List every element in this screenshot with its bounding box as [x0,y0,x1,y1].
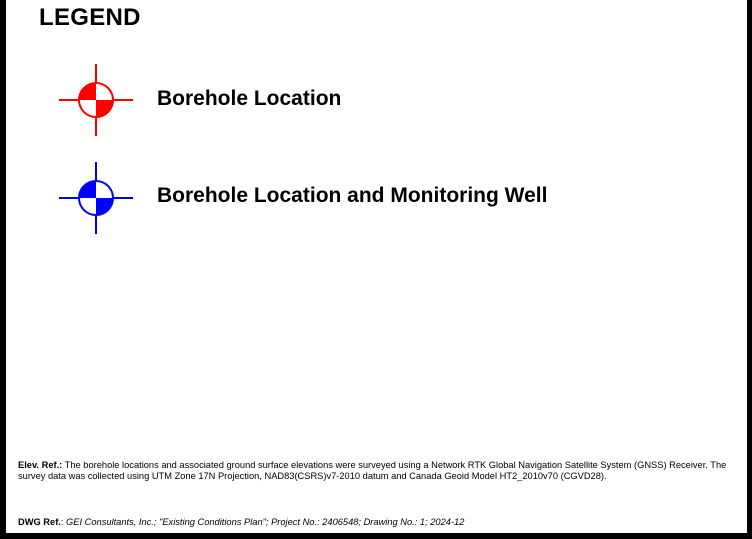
elevation-reference-label: Elev. Ref.: [18,460,63,470]
monitoring-well-symbol-icon [59,162,133,234]
legend-item-monitoring-well-label: Borehole Location and Monitoring Well [157,184,548,207]
legend-item-borehole-label: Borehole Location [157,87,342,110]
drawing-reference-separator: : [60,517,67,527]
legend-title: LEGEND [39,4,141,31]
elevation-reference-note [18,460,746,482]
elevation-reference-text: The borehole locations and associated ground surface elevations were surveyed using a Network RTK Global Navigation Satellite System (GNSS) Receiver. The survey data was collected using UTM Zone 17N Projection, NAD83(CSRS)v7-2010 datum and Canada Geoid Model HT2_2010v70 (CGVD28). [18,460,727,481]
drawing-reference-note [18,517,746,528]
drawing-reference-text: GEI Consultants, Inc.; "Existing Conditions Plan"; Project No.: 2406548; Drawing No.: 1; 2024-12 [66,517,465,527]
borehole-symbol-icon [59,64,133,136]
drawing-reference-label: DWG Ref. [18,517,61,527]
